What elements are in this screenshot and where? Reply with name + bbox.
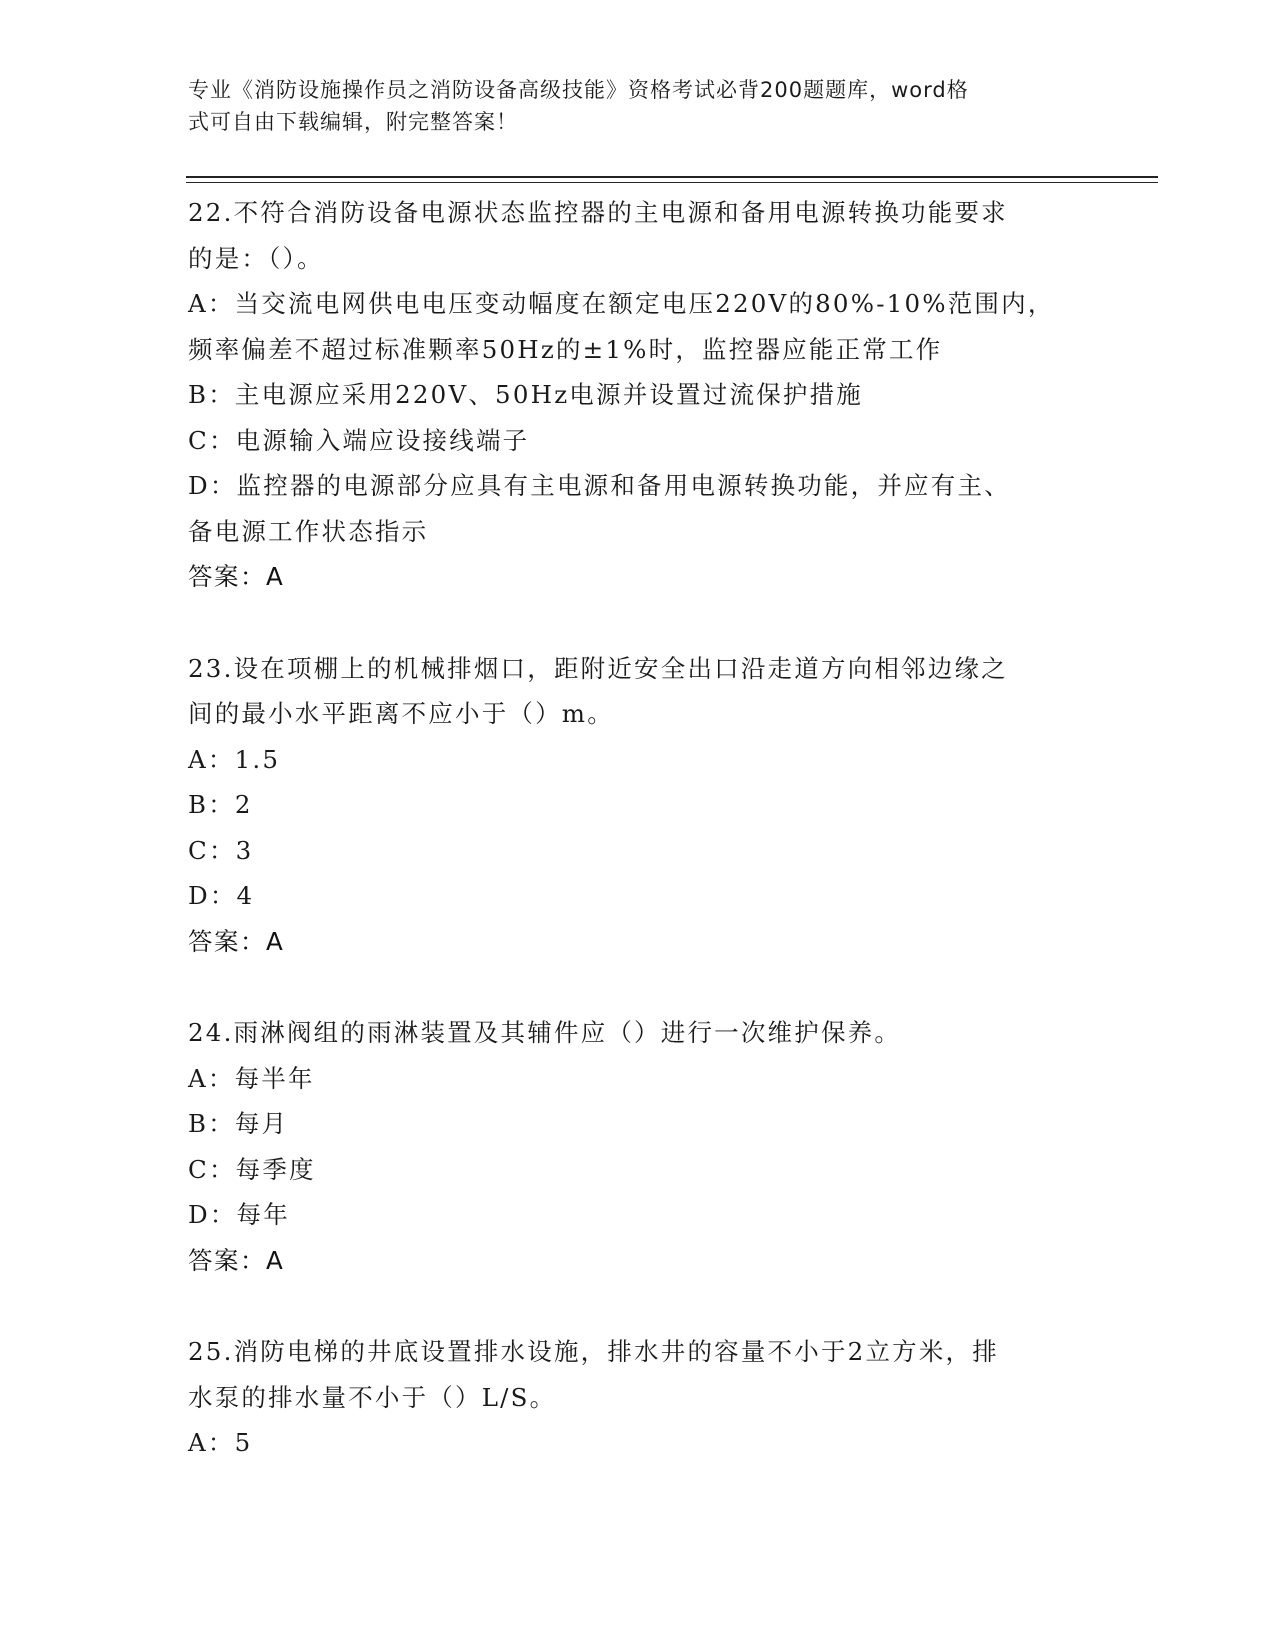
document-header [188, 74, 1088, 138]
header-line-2: 式可自由下载编辑，附完整答案！ [188, 110, 518, 134]
question-stem-line: 23.设在项棚上的机械排烟口，距附近安全出口沿走道方向相邻边缘之 [188, 653, 1008, 683]
answer-label: 答案：A [188, 562, 285, 591]
question-23 [188, 646, 1088, 965]
question-stem-line: 24.雨淋阀组的雨淋装置及其辅件应（）进行一次维护保养。 [188, 1018, 902, 1047]
question-24 [188, 1010, 1088, 1283]
option-a-continued: 频率偏差不超过标准颗率50Hz的±1%时，监控器应能正常工作 [188, 334, 943, 364]
option-c: C：电源输入端应设接线端子 [188, 425, 530, 455]
option-a: A：1.5 [188, 744, 281, 774]
question-list [188, 190, 1088, 1512]
answer-label: 答案：A [188, 1245, 285, 1275]
header-line-1: 专业《消防设施操作员之消防设备高级技能》资格考试必背200题题库，word格 [188, 78, 969, 102]
option-c: C：3 [188, 835, 254, 865]
question-stem-line: 间的最小水平距离不应小于（）m。 [188, 699, 614, 728]
option-b: B：主电源应采用220V、50Hz电源并设置过流保护措施 [188, 380, 864, 409]
question-stem-line: 的是：（）。 [188, 243, 324, 273]
option-d: D：监控器的电源部分应具有主电源和备用电源转换功能，并应有主、 [188, 471, 1011, 500]
option-a: A：每半年 [188, 1063, 315, 1093]
option-a: A：当交流电网供电电压变动幅度在额定电压220V的80%-10%范围内， [188, 289, 1055, 318]
question-25 [188, 1329, 1088, 1466]
option-a: A：5 [188, 1428, 253, 1457]
question-stem-line: 水泵的排水量不小于（）L/S。 [188, 1382, 557, 1412]
option-c: C：每季度 [188, 1154, 316, 1184]
option-b: B：每月 [188, 1109, 289, 1138]
option-d: D：4 [188, 881, 255, 910]
question-stem-line: 22.不符合消防设备电源状态监控器的主电源和备用电源转换功能要求 [188, 198, 1008, 227]
option-d: D：每年 [188, 1200, 290, 1229]
header-divider-thin [186, 182, 1158, 183]
header-divider-thick [186, 176, 1158, 178]
question-stem-line: 25.消防电梯的井底设置排水设施，排水井的容量不小于2立方米，排 [188, 1337, 999, 1366]
question-22 [188, 190, 1088, 600]
answer-label: 答案：A [188, 926, 285, 956]
option-d-continued: 备电源工作状态指示 [188, 516, 429, 546]
option-b: B：2 [188, 790, 253, 819]
